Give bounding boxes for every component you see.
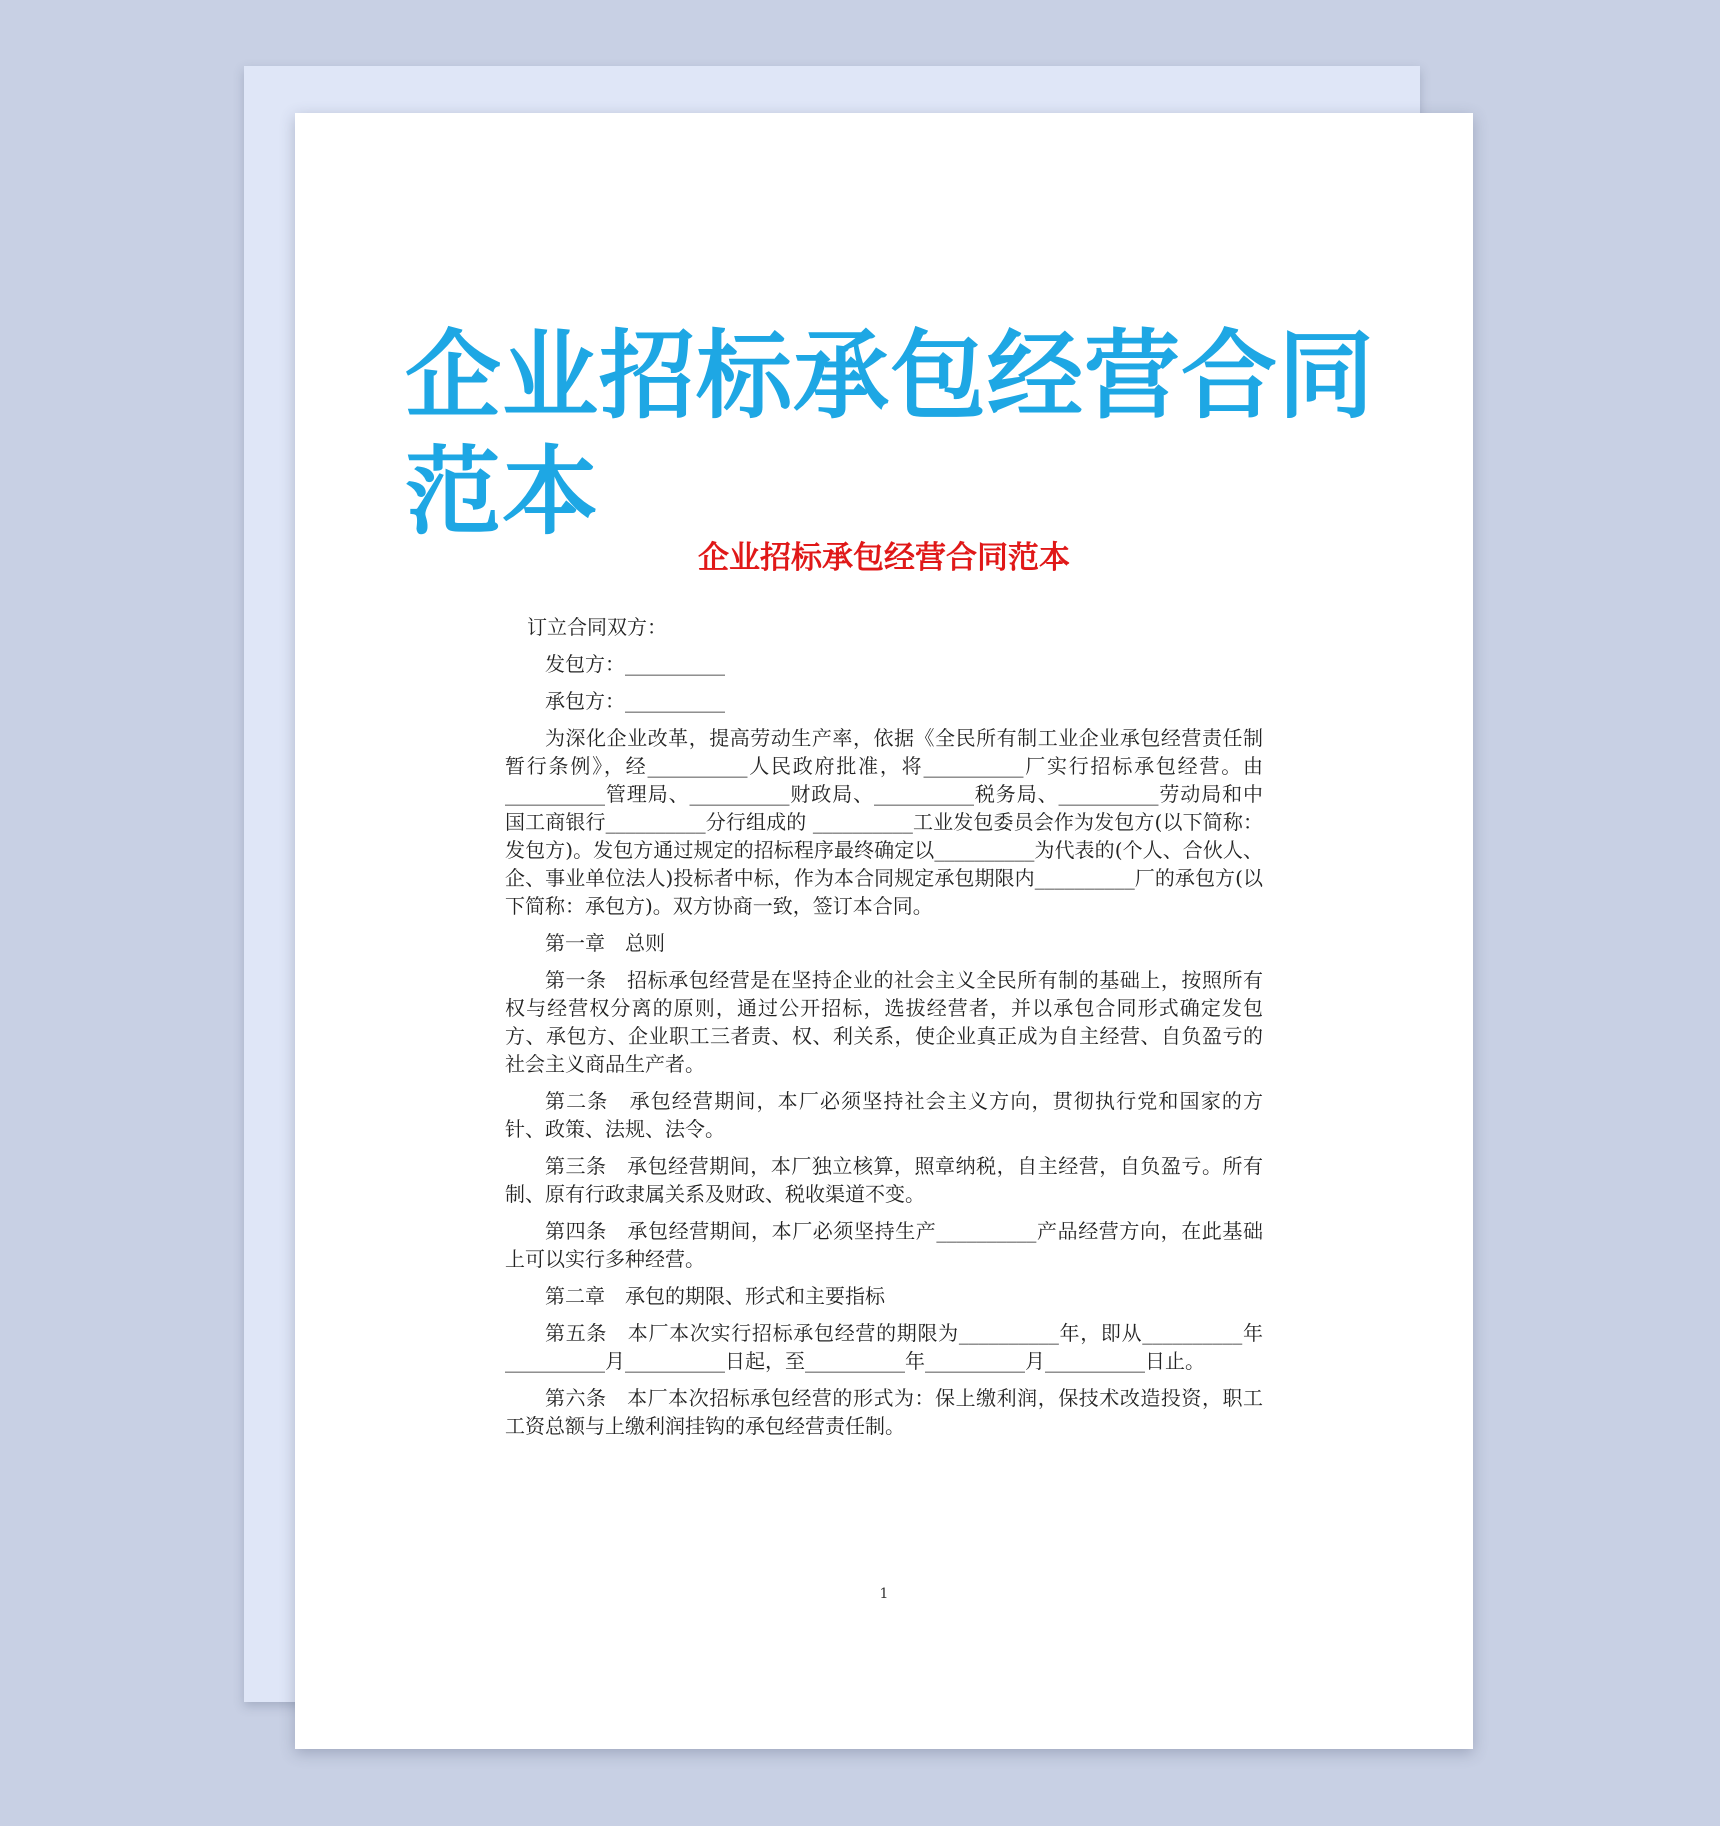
document-page bbox=[295, 113, 1473, 1749]
cover-title: 企业招标承包经营合同范本 bbox=[405, 320, 1375, 548]
paragraph-employer: 发包方：__________ bbox=[545, 652, 725, 676]
document-body bbox=[505, 613, 1263, 1449]
paragraph-contractor: 承包方：__________ bbox=[545, 689, 725, 713]
article-5: 第五条 本厂本次实行招标承包经营的期限为__________年，即从__________年__________月__________日起，至__________年__________月__________日止。 bbox=[505, 1321, 1263, 1373]
article-6: 第六条 本厂本次招标承包经营的形式为：保上缴利润，保技术改造投资，职工工资总额与上缴利润挂钩的承包经营责任制。 bbox=[505, 1386, 1263, 1438]
chapter-heading: 第一章 总则 bbox=[545, 931, 665, 955]
article-3: 第三条 承包经营期间，本厂独立核算，照章纳税，自主经营，自负盈亏。所有制、原有行政隶属关系及财政、税收渠道不变。 bbox=[505, 1154, 1263, 1206]
article-2: 第二条 承包经营期间，本厂必须坚持社会主义方向，贯彻执行党和国家的方针、政策、法规、法令。 bbox=[505, 1089, 1263, 1141]
page-number: 1 bbox=[879, 1586, 889, 1602]
article-1: 第一条 招标承包经营是在坚持企业的社会主义全民所有制的基础上，按照所有权与经营权分离的原则，通过公开招标，选拔经营者，并以承包合同形式确定发包方、承包方、企业职工三者责、权、利关系，使企业真正成为自主经营、自负盈亏的社会主义商品生产者。 bbox=[505, 968, 1263, 1076]
article-4: 第四条 承包经营期间，本厂必须坚持生产__________产品经营方向，在此基础上可以实行多种经营。 bbox=[505, 1219, 1263, 1271]
chapter-heading: 第二章 承包的期限、形式和主要指标 bbox=[545, 1284, 885, 1308]
paragraph-preamble: 为深化企业改革，提高劳动生产率，依据《全民所有制工业企业承包经营责任制暂行条例》，经__________人民政府批准，将__________厂实行招标承包经营。由 __________管理局、__________财政局、__________税务局、__________劳动局和中国工商银行__________分行组成的 __________工业发包委员会作为发包方(以下简称：发包方)。发包方通过规定的招标程序最终确定以__________为代表的(个人、合伙人、企、事业单位法人)投标者中标，作为本合同规定承包期限内__________厂的承包方(以下简称：承包方)。双方协商一致，签订本合同。 bbox=[505, 726, 1263, 918]
document-title: 企业招标承包经营合同范本 bbox=[698, 540, 1070, 576]
paragraph-parties: 订立合同双方： bbox=[527, 615, 667, 639]
